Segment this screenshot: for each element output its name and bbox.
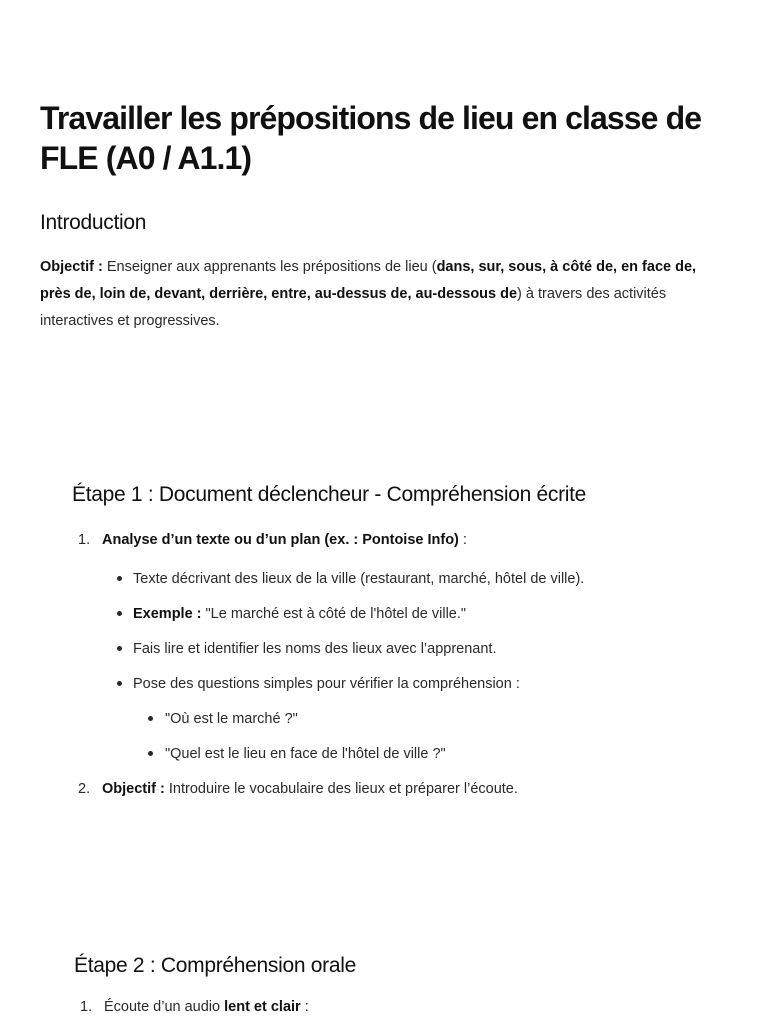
step1-subbullet-2: "Quel est le lieu en face de l'hôtel de ville ?" — [165, 746, 446, 762]
list-number: 1. — [78, 532, 91, 548]
list-number: 2. — [78, 781, 91, 797]
example-text: "Le marché est à côté de l'hôtel de ville." — [201, 606, 467, 622]
bullet-dot — [117, 576, 122, 581]
step2-item1-suffix: : — [300, 999, 309, 1015]
step1-bullet-2 — [133, 603, 466, 625]
step2-list-item-1 — [80, 996, 309, 1018]
step1-item2-text: Introduire le vocabulaire des lieux et préparer l’écoute. — [164, 781, 518, 797]
step1-bullet-3: Fais lire et identifier les noms des lieux avec l’apprenant. — [133, 641, 497, 657]
objective-text-before: Enseigner aux apprenants les prépositions de lieu ( — [102, 259, 437, 275]
bullet-dot — [117, 611, 122, 616]
step1-list-item-2 — [78, 778, 518, 800]
bullet-dot — [148, 751, 153, 756]
step2-item1-text: Écoute d’un audio — [104, 999, 225, 1015]
page-title: Travailler les prépositions de lieu en classe de FLE (A0 / A1.1) — [40, 100, 702, 176]
objective-text-after: ) à travers des activités interactives et progressives. — [40, 286, 667, 329]
introduction-objective — [40, 254, 730, 335]
step1-subbullet-1: "Où est le marché ?" — [165, 711, 298, 727]
bullet-dot — [117, 646, 122, 651]
introduction-heading: Introduction — [40, 211, 147, 234]
step1-bullet-4: Pose des questions simples pour vérifier la compréhension : — [133, 676, 520, 692]
step1-bullet-1: Texte décrivant des lieux de la ville (restaurant, marché, hôtel de ville). — [133, 571, 585, 587]
step1-list-item-1 — [78, 529, 467, 551]
step2-item1-bold: lent et clair — [224, 999, 301, 1015]
step1-heading: Étape 1 : Document déclencheur - Compréhension écrite — [72, 483, 587, 506]
objective-prepositions: dans, sur, sous, à côté de, en face de, près de, loin de, devant, derrière, entre, au-dessus de, au-dessous de — [40, 259, 697, 302]
step2-heading: Étape 2 : Compréhension orale — [74, 954, 356, 977]
step1-item2-label: Objectif : — [102, 781, 165, 797]
step1-item1-label: Analyse d’un texte ou d’un plan (ex. : Pontoise Info) — [102, 532, 459, 548]
list-number: 1. — [80, 999, 93, 1015]
bullet-dot — [117, 681, 122, 686]
step1-item1-suffix: : — [458, 532, 467, 548]
objective-label: Objectif : — [40, 259, 103, 275]
bullet-dot — [148, 716, 153, 721]
example-label: Exemple : — [133, 606, 202, 622]
